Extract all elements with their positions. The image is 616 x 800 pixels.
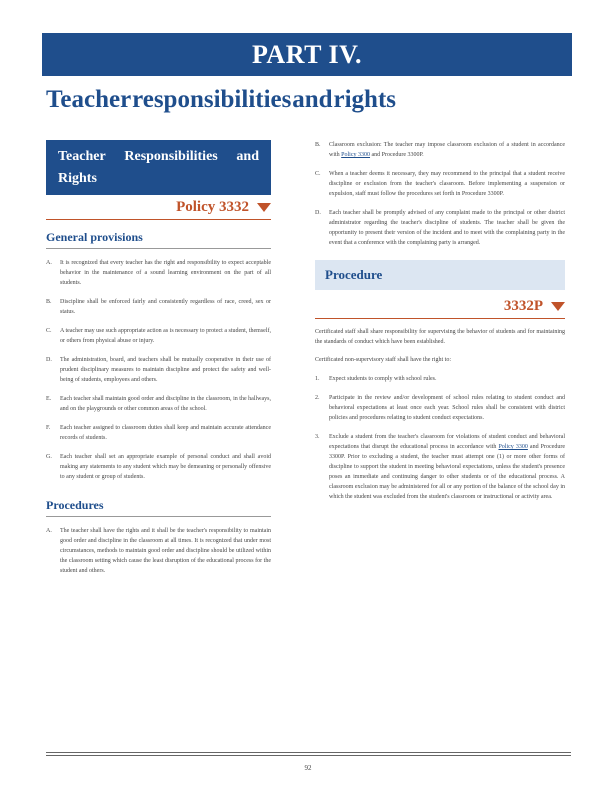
list-text: The teacher shall have the rights and it shall be the teacher's responsibility to maintain good order and discipline in the classroom at all times. It is recognized that under most circumstances, methods to maintain good order and discipline should be utilized within the classroom setting which cause the least disruption of the educational process for the student and others. [60, 528, 271, 575]
policy-reference [46, 195, 271, 220]
list-item [315, 374, 565, 384]
list-text-part: Exclude a student from the teacher's classroom for violations of student conduct and behavioral expectations that disrupt the educational process in accordance with [329, 434, 565, 450]
list-marker: F. [46, 425, 51, 432]
list-item [46, 526, 271, 576]
list-item [46, 258, 271, 288]
list-marker: 1. [315, 376, 320, 382]
list-marker: A. [46, 260, 52, 267]
triangle-down-icon [551, 302, 565, 311]
procedures-heading: Procedures [46, 498, 271, 517]
list-item [315, 140, 565, 160]
procedures-list [46, 526, 271, 576]
list-text [329, 393, 565, 423]
list-text-part: Each teacher shall be promptly advised of any complaint made to the principal or other district administrator regarding the teacher's discipline of students. The teacher shall be given the opportunity to present their version of the incident and to meet with the complaining party in the event that a conference with the complaining party is arranged. [329, 210, 565, 246]
list-text-part: and Procedure 3300P. Prior to excluding a student, the teacher must attempt one (1) or more other forms of discipline to support the student in meeting behavioral expectations, unless the student's presence poses an immediate and continuing danger to other students or of the educational process. A classroom exclusion may be administered for all or any portion of the balance of the school day in which the student was excluded from the student's classroom or instructional or activity area. [329, 444, 565, 500]
list-text-part: Expect students to comply with school rules. [329, 376, 437, 382]
list-text [329, 140, 565, 160]
list-text [329, 169, 565, 199]
procedure-paragraph: Certificated staff shall share responsibility for supervising the behavior of students and for maintaining the standards of conduct which have been established. [315, 329, 565, 345]
title-word: responsibilities [132, 86, 292, 113]
list-text: A teacher may use such appropriate action as is necessary to protect a student, themself, or others from physical abuse or injury. [60, 328, 271, 345]
procedure-label: 3332P [503, 298, 543, 314]
footer-rule [46, 755, 571, 756]
title-word: rights [333, 86, 396, 113]
list-text: Each teacher assigned to classroom duties shall keep and maintain accurate attendance records of students. [60, 425, 271, 442]
section-title-box [46, 140, 271, 195]
part-label: PART IV. [251, 39, 362, 69]
list-text-part: When a teacher deems it necessary, they may recommend to the principal that a student receive discipline or exclusion from the teacher's classroom. Before implementing a suspension or expulsion, staff must follow the procedures set forth in Procedure 3300P. [329, 171, 565, 197]
procedure-reference [315, 294, 565, 319]
page-number: 92 [304, 764, 312, 772]
procedure-heading: Procedure [325, 267, 383, 282]
general-provisions-list [46, 258, 271, 482]
procedure-heading-box [315, 260, 565, 290]
list-text: It is recognized that every teacher has the right and responsibility to expect acceptable behavior in the maintenance of a sound learning environment on the part of all students. [60, 260, 271, 287]
box-title-word: Responsibilities [124, 149, 218, 164]
list-marker: G. [46, 454, 52, 461]
list-text-part: Participate in the review and/or development of school rules relating to student conduct and behavioral expectations at least once each year. School rules shall be consistent with district policies and procedures relating to student conduct expectations. [329, 395, 565, 421]
list-item [46, 297, 271, 317]
general-provisions-heading: General provisions [46, 230, 271, 249]
box-title-word: Teacher [58, 149, 106, 164]
list-marker: C. [46, 328, 52, 335]
policy-link[interactable]: Policy 3300 [341, 152, 371, 158]
rights-list [315, 374, 565, 502]
list-marker: C. [315, 171, 321, 177]
list-item [315, 432, 565, 502]
list-item [46, 423, 271, 443]
list-marker: E. [46, 396, 52, 403]
left-column [46, 140, 271, 576]
title-word: Teacher [46, 86, 132, 113]
box-title-word: Rights [58, 170, 97, 186]
list-marker: D. [46, 357, 52, 364]
list-marker: 3. [315, 434, 320, 440]
policy-link[interactable]: Policy 3300 [498, 444, 528, 450]
list-text-part: Classroom exclusion: The teacher may impose classroom exclusion of a student in accordance with [329, 142, 565, 158]
list-text: Each teacher shall set an appropriate example of personal conduct and shall avoid making any statements to any student which may be demeaning or personally offensive to any student or group of students. [60, 454, 271, 481]
list-text-part: and Procedure 3300P. [370, 152, 424, 158]
list-item [46, 452, 271, 482]
list-marker: 2. [315, 395, 320, 401]
list-item [315, 393, 565, 423]
list-item [46, 355, 271, 385]
policy-label: Policy 3332 [176, 199, 249, 216]
list-marker: A. [46, 528, 52, 535]
list-text: The administration, board, and teachers shall be mutually cooperative in their use of prudent disciplinary measures to maintain discipline and protect the safety and well-being of students, employees and others. [60, 357, 271, 384]
part-banner [42, 33, 572, 76]
page-title [46, 86, 396, 114]
list-text: Discipline shall be enforced fairly and consistently regardless of race, creed, sex or status. [60, 299, 271, 316]
list-item [46, 394, 271, 414]
list-text: Each teacher shall maintain good order and discipline in the classroom, in the hallways, and on the playgrounds or other common areas of the school. [60, 396, 271, 413]
list-marker: B. [46, 299, 52, 306]
list-item [315, 169, 565, 199]
triangle-down-icon [257, 203, 271, 212]
footer-rule [46, 752, 571, 753]
procedures-continued-list [315, 140, 565, 248]
box-title-word: and [236, 149, 259, 164]
title-word: and [292, 86, 333, 113]
list-item [315, 208, 565, 248]
list-text [329, 208, 565, 248]
list-text [329, 374, 565, 384]
right-column [315, 140, 565, 502]
list-marker: D. [315, 210, 321, 216]
list-item [46, 326, 271, 346]
list-text [329, 432, 565, 502]
list-marker: B. [315, 142, 321, 148]
procedure-paragraph: Certificated non-supervisory staff shall have the right to: [315, 357, 452, 363]
